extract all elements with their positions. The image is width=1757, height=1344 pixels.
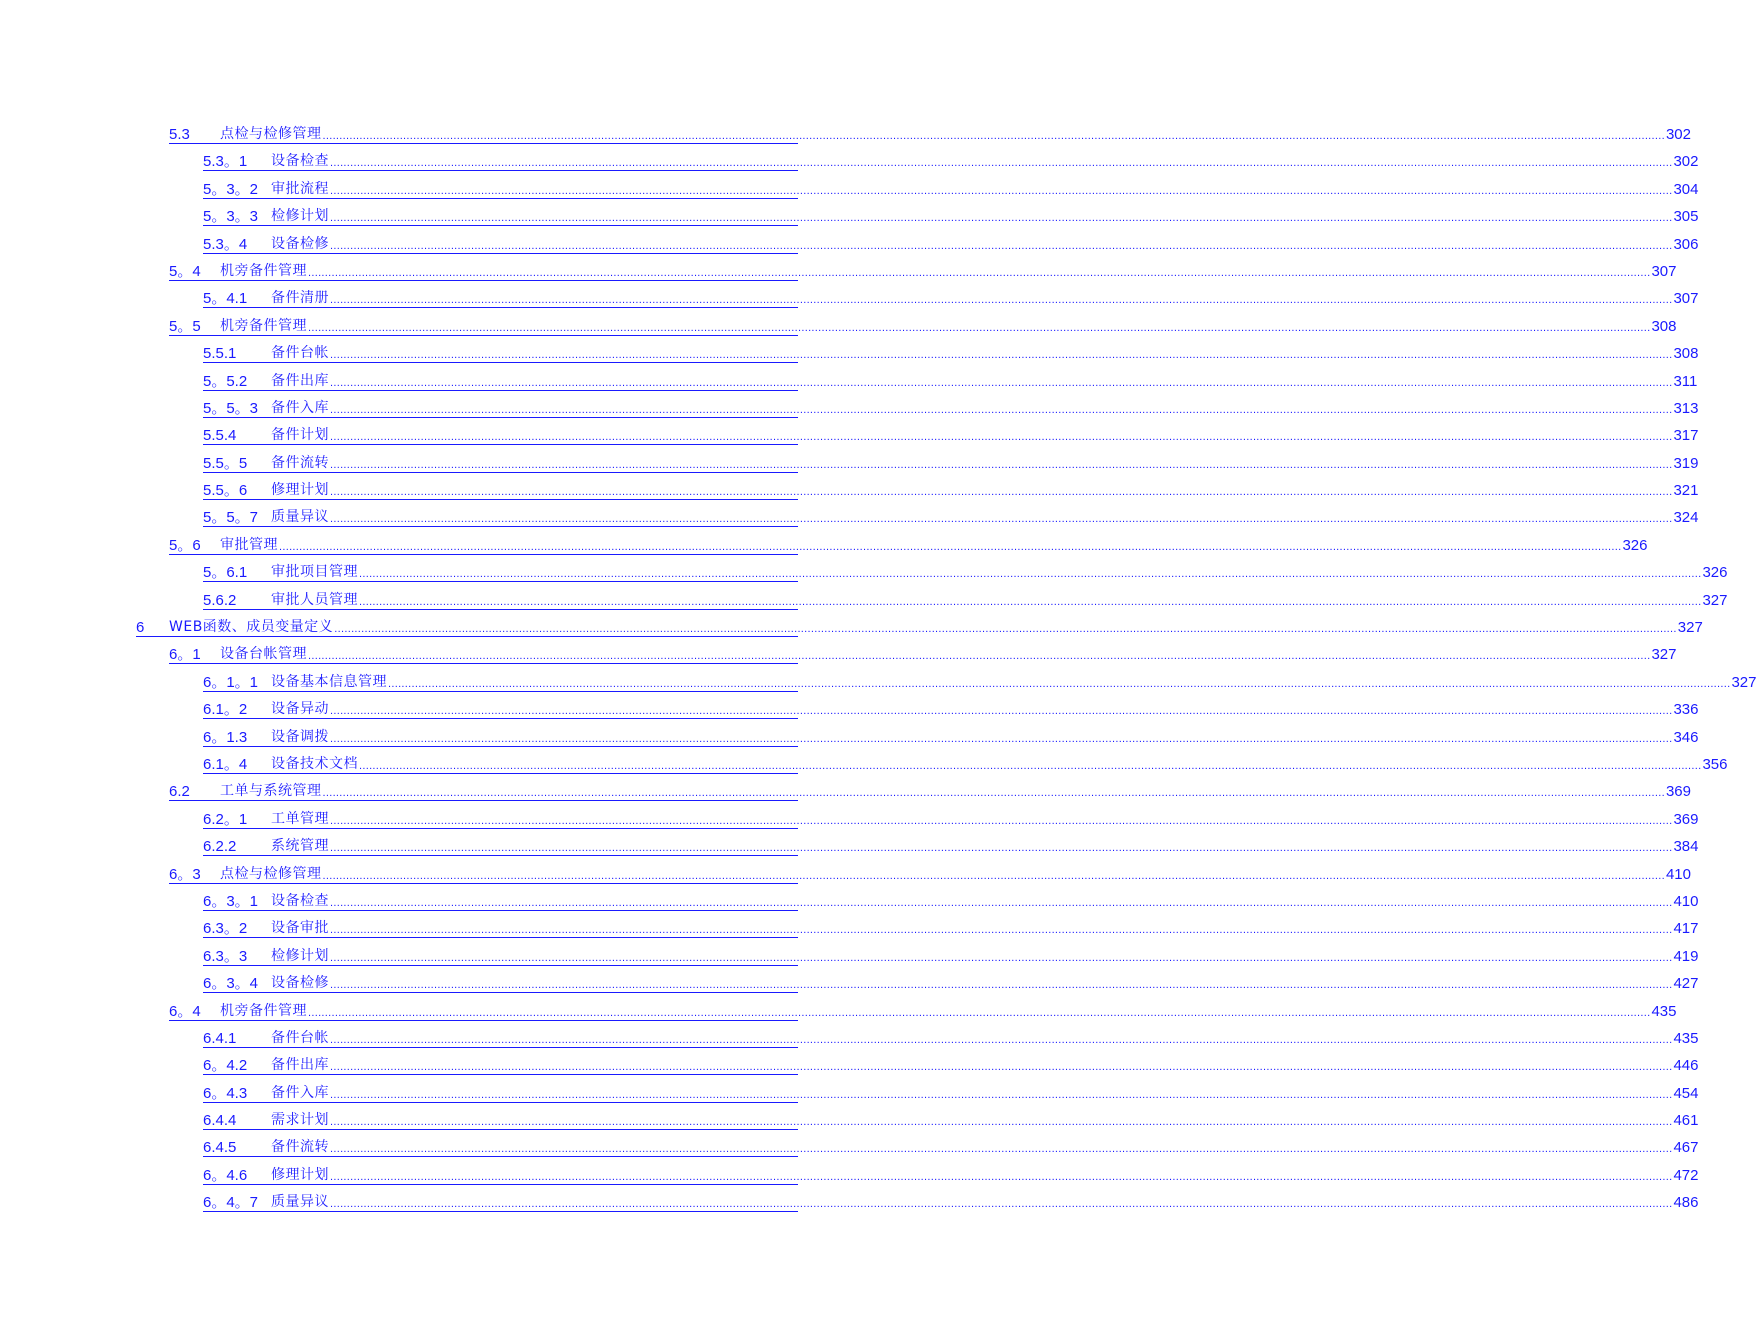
toc-entry-link[interactable] [169, 124, 1691, 144]
toc-leader-dots: ................................................................................................................................................................................................................................................................................................................................................................................................................ [330, 1198, 1673, 1211]
toc-entry-link[interactable] [203, 1055, 1699, 1075]
toc-entry-link[interactable] [203, 1165, 1699, 1185]
toc-entry-link[interactable] [203, 699, 1699, 719]
toc-entry-link[interactable] [203, 836, 1699, 856]
toc-entry-link[interactable] [203, 206, 1699, 226]
toc-entry[interactable] [0, 1081, 1699, 1108]
toc-entry[interactable] [0, 1190, 1699, 1217]
toc-entry-page: 319 [1673, 454, 1699, 472]
toc-leader-dots: ................................................................................................................................................................................................................................................................................................................................................................................................................ [330, 157, 1673, 170]
toc-entry-title: 备件台帐 [271, 1029, 329, 1046]
toc-entry-title: 修理计划 [271, 1166, 329, 1183]
toc-entry-link[interactable] [169, 644, 1677, 664]
toc-entry-number: 5。6 [169, 536, 201, 554]
toc-entry-page: 454 [1673, 1084, 1699, 1102]
toc-leader-dots: ................................................................................................................................................................................................................................................................................................................................................................................................................ [322, 130, 1665, 142]
toc-leader-dots: ................................................................................................................................................................................................................................................................................................................................................................................................................ [359, 568, 1702, 581]
toc-entry-number: 6。3。4 [203, 975, 259, 993]
toc-entry-link[interactable] [203, 809, 1699, 829]
toc-entry-page: 410 [1665, 865, 1691, 883]
toc-entry-link[interactable] [136, 617, 1703, 637]
toc-entry-page: 307 [1651, 262, 1677, 280]
toc-entry-title: 备件入库 [271, 399, 329, 416]
toc-entry-page: 346 [1673, 728, 1699, 746]
toc-entry[interactable] [0, 1026, 1699, 1053]
toc-entry-number: 5。5 [169, 317, 201, 335]
toc-entry-number: 5.3 [169, 126, 190, 143]
toc-leader-dots: ................................................................................................................................................................................................................................................................................................................................................................................................................ [330, 924, 1673, 937]
toc-entry-page: 321 [1673, 482, 1699, 500]
toc-entry[interactable] [0, 916, 1699, 943]
toc-leader-dots: ................................................................................................................................................................................................................................................................................................................................................................................................................ [330, 842, 1673, 855]
toc-entry-number: 5.3。1 [203, 153, 248, 171]
toc-entry-number: 6。1 [169, 646, 201, 664]
toc-entry-page: 327 [1731, 673, 1757, 691]
toc-entry[interactable] [0, 807, 1699, 834]
toc-entry-link[interactable] [169, 535, 1648, 555]
toc-entry[interactable] [0, 1163, 1699, 1190]
toc-entry-link[interactable] [203, 288, 1699, 308]
toc-entry-number: 5.5。6 [203, 482, 248, 500]
toc-entry-title: 设备台帐管理 [220, 646, 307, 663]
toc-entry-link[interactable] [203, 480, 1699, 500]
toc-entry[interactable] [0, 834, 1699, 861]
toc-leader-dots: ................................................................................................................................................................................................................................................................................................................................................................................................................ [330, 513, 1673, 526]
toc-entry-number: 6.4.4 [203, 1112, 237, 1130]
toc-entry-page: 324 [1673, 509, 1699, 527]
toc-entry-page: 327 [1677, 619, 1703, 637]
toc-entry-number: 5.6.2 [203, 591, 237, 609]
toc-leader-dots: ................................................................................................................................................................................................................................................................................................................................................................................................................ [330, 212, 1673, 225]
toc-entry[interactable] [0, 149, 1699, 176]
toc-entry[interactable] [0, 369, 1698, 396]
toc-entry-link[interactable] [203, 507, 1699, 527]
toc-entry-title: 设备技术文档 [271, 755, 358, 772]
toc-entry-page: 461 [1673, 1112, 1699, 1130]
toc-leader-dots: ................................................................................................................................................................................................................................................................................................................................................................................................................ [330, 1143, 1673, 1156]
toc-entry-title: 审批流程 [271, 180, 329, 197]
toc-leader-dots: ................................................................................................................................................................................................................................................................................................................................................................................................................ [330, 1061, 1673, 1074]
toc-entry-page: 410 [1673, 892, 1699, 910]
toc-entry[interactable] [0, 944, 1699, 971]
toc-entry-title: 设备检修 [271, 235, 329, 252]
toc-entry-title: 点检与检修管理 [220, 126, 322, 142]
toc-entry[interactable] [0, 862, 1691, 889]
toc-entry-title: 设备检修 [271, 975, 329, 992]
toc-entry-number: 5。5。3 [203, 399, 259, 417]
toc-entry-number: 5.5。5 [203, 454, 248, 472]
toc-leader-dots: ................................................................................................................................................................................................................................................................................................................................................................................................................ [330, 376, 1673, 389]
toc-entry-title: 设备异动 [271, 701, 329, 718]
toc-entry-title: 设备调拨 [271, 728, 329, 745]
toc-leader-dots: ................................................................................................................................................................................................................................................................................................................................................................................................................ [330, 403, 1673, 416]
toc-entry-page: 308 [1651, 317, 1677, 335]
toc-leader-dots: ................................................................................................................................................................................................................................................................................................................................................................................................................ [308, 321, 1651, 334]
toc-entry-title: 备件流转 [271, 454, 329, 471]
toc-entry-number: 6 [136, 619, 145, 637]
toc-entry-title: 备件出库 [271, 1057, 329, 1074]
toc-entry-number: 5。5。7 [203, 509, 259, 527]
toc-entry-page: 302 [1673, 153, 1699, 171]
toc-leader-dots: ................................................................................................................................................................................................................................................................................................................................................................................................................ [388, 677, 1731, 690]
toc-entry-link[interactable] [203, 754, 1728, 774]
toc-entry-link[interactable] [203, 891, 1699, 911]
toc-entry-link[interactable] [203, 453, 1699, 473]
toc-leader-dots: ................................................................................................................................................................................................................................................................................................................................................................................................................ [330, 431, 1673, 444]
toc-entry[interactable] [0, 396, 1699, 423]
toc-leader-dots: ................................................................................................................................................................................................................................................................................................................................................................................................................ [330, 814, 1673, 827]
toc-leader-dots: ................................................................................................................................................................................................................................................................................................................................................................................................................ [330, 732, 1673, 745]
toc-entry[interactable] [0, 971, 1699, 998]
toc-entry-link[interactable] [203, 918, 1699, 938]
toc-entry[interactable] [0, 615, 1703, 642]
toc-entry-title: 备件入库 [271, 1084, 329, 1101]
toc-entry[interactable] [0, 177, 1699, 204]
toc-entry[interactable] [0, 423, 1699, 450]
toc-entry-title: 审批管理 [220, 536, 278, 553]
toc-entry-page: 313 [1673, 399, 1699, 417]
toc-leader-dots: ................................................................................................................................................................................................................................................................................................................................................................................................................ [330, 1170, 1673, 1183]
toc-entry-number: 6。1.3 [203, 728, 248, 746]
toc-entry-title: 审批项目管理 [271, 564, 358, 581]
toc-entry-link[interactable] [203, 234, 1699, 254]
toc-entry-number: 5。3。3 [203, 208, 259, 226]
toc-entry-link[interactable] [169, 261, 1677, 281]
toc-entry-page: 369 [1665, 783, 1691, 801]
toc-entry-link[interactable] [169, 1001, 1677, 1021]
toc-entry-number: 6。1。1 [203, 673, 259, 691]
toc-entry[interactable] [0, 889, 1699, 916]
toc-leader-dots: ................................................................................................................................................................................................................................................................................................................................................................................................................ [308, 1006, 1651, 1019]
toc-entry-number: 6。4 [169, 1002, 201, 1020]
toc-entry-page: 327 [1651, 646, 1677, 664]
toc-leader-dots: ................................................................................................................................................................................................................................................................................................................................................................................................................ [330, 1116, 1673, 1129]
toc-leader-dots: ................................................................................................................................................................................................................................................................................................................................................................................................................ [330, 705, 1673, 718]
toc-leader-dots: ................................................................................................................................................................................................................................................................................................................................................................................................................ [330, 458, 1673, 471]
toc-entry[interactable] [0, 560, 1728, 587]
toc-entry-title: 备件流转 [271, 1139, 329, 1156]
toc-entry[interactable] [0, 725, 1699, 752]
toc-entry-page: 486 [1673, 1194, 1699, 1212]
toc-entry-page: 435 [1673, 1029, 1699, 1047]
toc-entry-page: 369 [1673, 810, 1699, 828]
toc-entry-title: 检修计划 [271, 947, 329, 964]
toc-entry-link[interactable] [169, 781, 1691, 801]
toc-leader-dots: ................................................................................................................................................................................................................................................................................................................................................................................................................ [330, 239, 1673, 252]
toc-entry-title: 质量异议 [271, 1194, 329, 1211]
toc-entry-link[interactable] [203, 1192, 1699, 1212]
toc-entry-link[interactable] [203, 590, 1728, 610]
toc-entry-number: 6。3。1 [203, 892, 259, 910]
toc-entry-number: 6。3 [169, 865, 201, 883]
toc-entry-link[interactable] [203, 343, 1699, 363]
toc-entry[interactable] [0, 1108, 1699, 1135]
toc-entry-link[interactable] [203, 946, 1699, 966]
toc-entry[interactable] [0, 999, 1677, 1026]
toc-entry-number: 5.5.4 [203, 427, 237, 445]
toc-entry[interactable] [0, 670, 1757, 697]
toc-leader-dots: ................................................................................................................................................................................................................................................................................................................................................................................................................ [322, 787, 1665, 800]
toc-entry-title: 点检与检修管理 [220, 865, 322, 882]
toc-entry-number: 5.3。4 [203, 235, 248, 253]
toc-entry-page: 305 [1673, 208, 1699, 226]
toc-entry-page: 467 [1673, 1139, 1699, 1157]
toc-entry[interactable] [0, 451, 1699, 478]
toc-entry-title: WEB函数、成员变量定义 [169, 619, 334, 636]
toc-leader-dots: ................................................................................................................................................................................................................................................................................................................................................................................................................ [322, 869, 1665, 882]
toc-entry[interactable] [0, 122, 1691, 149]
toc-entry-link[interactable] [203, 425, 1699, 445]
toc-entry-page: 311 [1673, 372, 1698, 390]
toc-entry-link[interactable] [203, 1110, 1699, 1130]
toc-leader-dots: ................................................................................................................................................................................................................................................................................................................................................................................................................ [330, 1088, 1673, 1101]
toc-entry-number: 6.1。4 [203, 755, 248, 773]
toc-entry-title: 设备审批 [271, 920, 329, 937]
toc-entry-title: 设备检查 [271, 153, 329, 170]
toc-entry-page: 472 [1673, 1166, 1699, 1184]
toc-entry-title: 备件计划 [271, 427, 329, 444]
toc-entry-link[interactable] [203, 727, 1699, 747]
toc-entry-number: 6。4。7 [203, 1194, 259, 1212]
toc-entry-page: 356 [1702, 755, 1728, 773]
toc-entry-number: 6。4.3 [203, 1084, 248, 1102]
toc-entry-title: 备件清册 [271, 290, 329, 307]
toc-entry-title: 机旁备件管理 [220, 1002, 307, 1019]
toc-entry-title: 审批人员管理 [271, 591, 358, 608]
toc-entry[interactable] [0, 642, 1677, 669]
toc-entry-number: 6.4.1 [203, 1029, 237, 1047]
toc-entry[interactable] [0, 478, 1699, 505]
toc-entry-link[interactable] [203, 1137, 1699, 1157]
toc-entry-link[interactable] [169, 864, 1691, 884]
toc-entry-page: 306 [1673, 235, 1699, 253]
toc-entry-title: 工单与系统管理 [220, 783, 322, 800]
toc-entry-title: 需求计划 [271, 1112, 329, 1129]
toc-entry[interactable] [0, 286, 1699, 313]
toc-leader-dots: ................................................................................................................................................................................................................................................................................................................................................................................................................ [308, 266, 1651, 279]
toc-leader-dots: ................................................................................................................................................................................................................................................................................................................................................................................................................ [359, 595, 1702, 608]
toc-entry-number: 5。4 [169, 262, 201, 280]
toc-leader-dots: ................................................................................................................................................................................................................................................................................................................................................................................................................ [334, 623, 1677, 636]
toc-entry-title: 备件出库 [271, 372, 329, 389]
toc-leader-dots: ................................................................................................................................................................................................................................................................................................................................................................................................................ [330, 486, 1673, 499]
toc-entry-link[interactable] [203, 562, 1728, 582]
toc-leader-dots: ................................................................................................................................................................................................................................................................................................................................................................................................................ [330, 184, 1673, 197]
toc-entry[interactable] [0, 314, 1677, 341]
table-of-contents [0, 122, 1757, 1218]
toc-entry[interactable] [0, 259, 1677, 286]
toc-entry-link[interactable] [203, 151, 1699, 171]
toc-entry-page: 427 [1673, 975, 1699, 993]
toc-entry-title: 设备检查 [271, 892, 329, 909]
toc-entry-number: 5。3。2 [203, 180, 259, 198]
toc-entry[interactable] [0, 779, 1691, 806]
toc-entry-title: 修理计划 [271, 482, 329, 499]
toc-entry-title: 质量异议 [271, 509, 329, 526]
toc-leader-dots: ................................................................................................................................................................................................................................................................................................................................................................................................................ [330, 1033, 1673, 1046]
toc-leader-dots: ................................................................................................................................................................................................................................................................................................................................................................................................................ [279, 540, 1622, 553]
toc-entry-number: 6。4.2 [203, 1057, 248, 1075]
toc-entry-page: 308 [1673, 345, 1699, 363]
toc-entry-title: 设备基本信息管理 [271, 673, 387, 690]
toc-entry-page: 302 [1665, 126, 1691, 143]
toc-entry[interactable] [0, 1053, 1699, 1080]
toc-entry-title: 机旁备件管理 [220, 262, 307, 279]
toc-entry-number: 6.3。2 [203, 920, 248, 938]
toc-entry[interactable] [0, 341, 1699, 368]
toc-entry-link[interactable] [203, 672, 1757, 692]
toc-entry-title: 系统管理 [271, 838, 329, 855]
toc-entry[interactable] [0, 204, 1699, 231]
toc-entry-page: 326 [1622, 536, 1648, 554]
toc-entry[interactable] [0, 232, 1699, 259]
toc-leader-dots: ................................................................................................................................................................................................................................................................................................................................................................................................................ [330, 951, 1673, 964]
toc-entry-page: 304 [1673, 180, 1699, 198]
toc-entry-number: 5。5.2 [203, 372, 248, 390]
toc-leader-dots: ................................................................................................................................................................................................................................................................................................................................................................................................................ [308, 650, 1651, 663]
toc-entry-link[interactable] [203, 973, 1699, 993]
toc-entry-number: 6.2.2 [203, 838, 237, 856]
toc-entry-number: 6.3。3 [203, 947, 248, 965]
toc-leader-dots: ................................................................................................................................................................................................................................................................................................................................................................................................................ [330, 979, 1673, 992]
toc-entry-number: 6.2 [169, 783, 190, 801]
toc-entry-page: 327 [1702, 591, 1728, 609]
toc-entry-title: 备件台帐 [271, 345, 329, 362]
toc-entry-number: 5。6.1 [203, 564, 248, 582]
toc-entry-link[interactable] [203, 398, 1699, 418]
toc-entry-number: 6.4.5 [203, 1139, 237, 1157]
toc-entry-title: 工单管理 [271, 810, 329, 827]
toc-entry-page: 435 [1651, 1002, 1677, 1020]
toc-entry[interactable] [0, 533, 1648, 560]
toc-entry[interactable] [0, 752, 1728, 779]
toc-entry-link[interactable] [169, 316, 1677, 336]
toc-leader-dots: ................................................................................................................................................................................................................................................................................................................................................................................................................ [330, 349, 1673, 362]
toc-entry-page: 384 [1673, 838, 1699, 856]
toc-entry-number: 6.1。2 [203, 701, 248, 719]
toc-entry-page: 336 [1673, 701, 1699, 719]
toc-leader-dots: ................................................................................................................................................................................................................................................................................................................................................................................................................ [330, 896, 1673, 909]
toc-entry-page: 326 [1702, 564, 1728, 582]
toc-entry-number: 6.2。1 [203, 810, 248, 828]
toc-entry-title: 机旁备件管理 [220, 317, 307, 334]
toc-entry-link[interactable] [203, 179, 1699, 199]
toc-entry-link[interactable] [203, 371, 1698, 391]
toc-entry-page: 417 [1673, 920, 1699, 938]
toc-entry-number: 5。4.1 [203, 290, 248, 308]
toc-entry-page: 419 [1673, 947, 1699, 965]
toc-entry-link[interactable] [203, 1028, 1699, 1048]
toc-entry-page: 307 [1673, 290, 1699, 308]
toc-leader-dots: ................................................................................................................................................................................................................................................................................................................................................................................................................ [330, 294, 1673, 307]
toc-entry-number: 6。4.6 [203, 1166, 248, 1184]
toc-entry[interactable] [0, 697, 1699, 724]
toc-entry-page: 317 [1673, 427, 1699, 445]
toc-entry-number: 5.5.1 [203, 345, 237, 363]
toc-entry-page: 446 [1673, 1057, 1699, 1075]
toc-entry-link[interactable] [203, 1083, 1699, 1103]
toc-entry[interactable] [0, 505, 1699, 532]
toc-leader-dots: ................................................................................................................................................................................................................................................................................................................................................................................................................ [359, 759, 1702, 772]
toc-entry[interactable] [0, 1135, 1699, 1162]
toc-entry-title: 检修计划 [271, 208, 329, 225]
toc-entry[interactable] [0, 588, 1728, 615]
